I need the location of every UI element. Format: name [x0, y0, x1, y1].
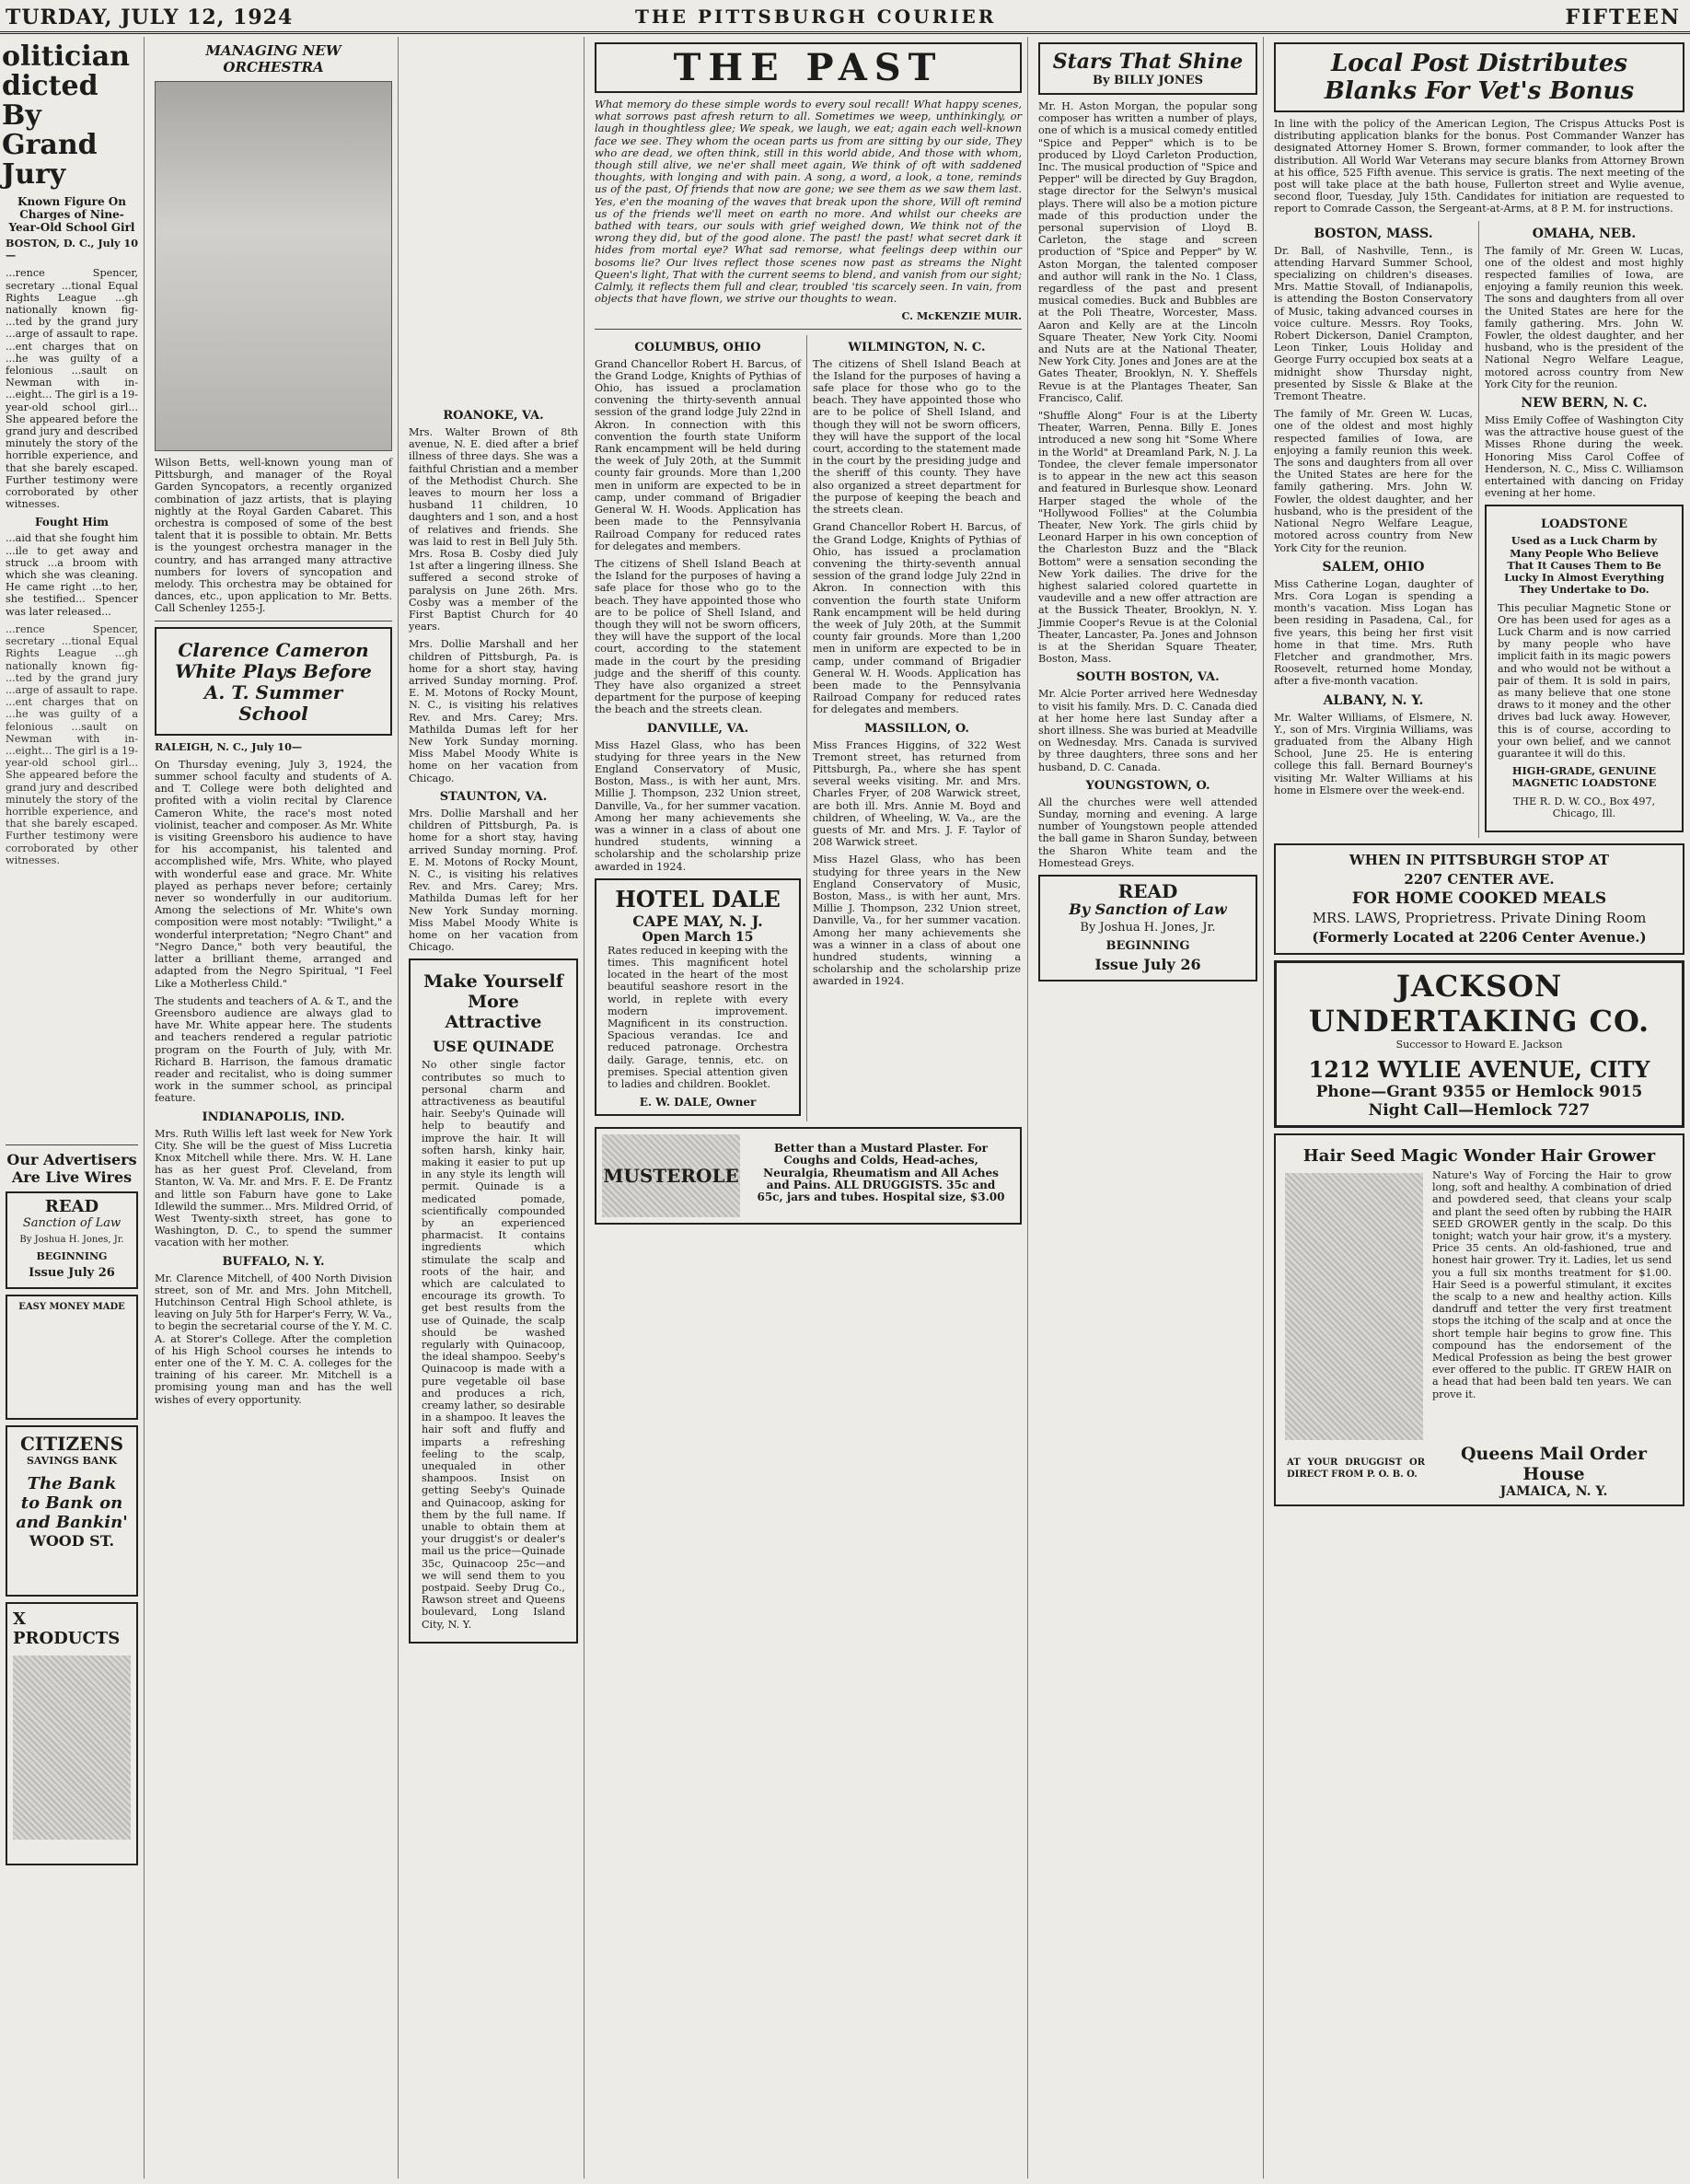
wilmington-head: WILMINGTON, N. C. — [848, 340, 986, 354]
easy-money-ad: EASY MONEY MADE — [6, 1295, 138, 1420]
paper-name: THE PITTSBURGH COURIER — [635, 6, 997, 28]
col4-left — [589, 335, 807, 1122]
massillon-body: Miss Frances Higgins, of 322 West Tremont street, has returned from Pittsburgh, Pa., where she has spent several weeks visiting. Mr. and Mrs. Charles Fryer, of 208 Warwick street, are both ill. Mrs. Annie M. Boyd and children, of Wheeling, W. Va., are the guests of Mr. and Mrs. J. F. Taylor of 208 Warwick street. — [813, 738, 1021, 849]
musterole-ad — [595, 1127, 1022, 1225]
issue-date: TURDAY, JULY 12, 1924 — [6, 6, 294, 29]
massillon-head: MASSILLON, O. — [864, 721, 969, 736]
lodestone-sign: THE R. D. W. CO., Box 497, Chicago, Ill. — [1512, 795, 1656, 819]
lodestone-sub: Used as a Luck Charm by Many People Who Believe That It Causes Them to Be Lucky In Almost Everything They Undertake to Do. — [1504, 534, 1664, 597]
youngstown-head: YOUNGSTOWN, O. — [1085, 778, 1210, 793]
jackson-phone: Phone—Grant 9355 or Hemlock 9015 — [1315, 1082, 1643, 1101]
columbus-body: Grand Chancellor Robert H. Barcus, of the Grand Lodge, Knights of Pythias of Ohio, has issued a proclamation convening the thirty-seventh annual session of the grand lodge July 22nd in Akron. In connection with this convention the fourth state Uniform Rank encampment will be held during the week of July 20th, at the Summit county fair grounds. More than 1,200 men in uniform are expected to be in camp, under command of Brigadier General W. H. Woods. Application has been made to the Pennsylvania Railroad Company for reduced rates for delegates and members. — [595, 357, 801, 552]
massillon-body-cont: Miss Hazel Glass, who has been studying for three years in the New England Conservatory of Music, Boston, Mass., is with her aunt, Mrs. Millie J. Thompson, 232 Union street, Danville, Va., for her summer vacation. Among her many achievements she was a winner in a class of about one hundred students, winning a scholarship and the scholarship prize awarded in 1924. — [813, 854, 1021, 988]
col4-right — [807, 335, 1026, 1122]
politician-subhead: Known Figure On Charges of Nine-Year-Old School Girl — [8, 195, 135, 234]
products-illustration — [13, 1655, 131, 1840]
quinade-body: No other single factor contributes so much to personal charm and attractiveness as beautiful hair. Seeby's Quinade will help to beautify and improve the hair. It will soften harsh, kinky hair, making it easier to put up in any style its length will permit. Quinade is a medicated pomade, scientifically compounded by an experienced pharmacist. It contains ingredients which stimulate the scalp and roots of the hair, and which are calculated to encourage its growth. To get best results from the use of Quinade, the scalp should be washed regularly with Quinacoop, the ideal shampoo. Seeby's Quinacoop is made with a pure vegetable oil base and produces a rich, creamy lather, so desirable in a shampoo. It leaves the hair soft and fluffy and imparts a refreshing feeling to the scalp, unequaled in other shampoos. Insist on getting Seeby's Quinade and Quinacoop, asking for them by the full name. If unable to obtain them at your druggist's or dealer's mail us the price—Quinade 35c, Quinacoop 25c—and we will send them to you postpaid. Seeby Drug Co., Rawson street and Queens boulevard, Long Island City, N. Y. — [422, 1059, 565, 1631]
x-products-ad: X PRODUCTS — [6, 1602, 138, 1865]
indy-body: Mrs. Ruth Willis left last week for New York City. She will be the guest of Miss Lucretia Knox Mitchell while there. Mrs. W. H. Lane has as her guest Prof. Cleveland, from Stanton, W. Va. Mr. and Mrs. F. E. De Frantz and little son Faburn have gone to Lake Idlewild the summer... Mrs. Mildred Orrid, of West Twenty-sixth street, has gone to Washington, D. C., to spend the summer vacation with her mother. — [155, 1127, 392, 1249]
quinade-title: Make Yourself More Attractive — [423, 971, 563, 1033]
jackson-sub: Successor to Howard E. Jackson — [1395, 1038, 1563, 1051]
read-box-left: READ Sanction of Law By Joshua H. Jones, Jr. BEGINNING Issue July 26 — [6, 1191, 138, 1289]
roanoke-body-cont: Mrs. Dollie Marshall and her children of Pittsburgh, Pa. is home for a short stay, having arrived Sunday morning. Prof. E. M. Motons of Rocky Mount, N. C., is visiting his relatives Rev. and Mrs. Carey; Mrs. Mathilda Dumas left for her New York Sunday morning. Miss Mabel Moody White is home on her vacation from Chicago. — [409, 638, 578, 784]
past-title: THE PAST — [673, 46, 943, 89]
column-1 — [0, 37, 145, 2178]
column-5 — [1033, 37, 1264, 2178]
white-body: On Thursday evening, July 3, 1924, the summer school faculty and students of A. and T. College were both delighted and profited with a violin recital by Clarence Cameron White, the race's most noted violinist, teacher and composer. As Mr. White is visiting Greensboro his audience to have for his accompanist, his talented and accomplished wife, Mrs. White, who played with wonderful ease and grace. Mr. White played as perhaps never before; certainly never so wonderfully in our auditorium. Among the selections of Mr. White's own composition were most notably: "Twilight," a wonderful interpretation; "Negro Chant" and "Negro Dance," both very beautiful, the latter a brilliant theme, arranged and adapted from the Negro Spiritual, "I Feel Like a Motherless Child." — [155, 758, 392, 990]
boston-head: BOSTON, MASS. — [1314, 226, 1433, 241]
musterole-logo: MUSTEROLE — [602, 1134, 740, 1217]
column-4 — [589, 37, 1028, 2178]
hair-city: JAMAICA, N. Y. — [1499, 1483, 1608, 1499]
stars-title: Stars That Shine — [1052, 50, 1244, 74]
sboston-body: Mr. Alcie Porter arrived here Wednesday to visit his family. Mrs. D. C. Canada died at her home here last Sunday after a short illness. She was buried at Meadville on Wednesday. Mrs. Canada is survived by three daughters, three sons and her husband, D. C. Canada. — [1038, 688, 1257, 773]
advertisers-head: Our Advertisers Are Live Wires — [6, 1150, 137, 1186]
hotel-title: HOTEL DALE — [615, 885, 781, 912]
hotel-body: Rates reduced in keeping with the times. This magnificent hotel located in the heart of the most beautiful seashore resort in the world, in replete with every modern improvement. Magnificent in its construction. Spacious verandas. Ice and reduced patronage. Orchestra daily. Garage, tennis, etc. on premises. Special attention given to ladies and children. Booklet. — [608, 944, 788, 1091]
boston-body-cont: The family of Mr. Green W. Lucas, one of the oldest and most highly respected families of Iowa, are enjoying a family reunion this week. The sons and daughters from all over the United States are here for the family gathering. Mrs. John W. Fowler, the oldest daughter, and her husband, who is the president of the National Negro Welfare League, motored across country from New York City for the reunion. — [1274, 408, 1473, 554]
column-3 — [403, 37, 585, 2178]
buffalo-head: BUFFALO, N. Y. — [222, 1254, 325, 1269]
sboston-head: SOUTH BOSTON, VA. — [1076, 670, 1220, 685]
white-headline: Clarence Cameron White Plays Before A. T. Summer School — [175, 638, 372, 725]
columbus-body-cont: The citizens of Shell Island Beach at the Island for the purposes of having a safe place for those who go to the beach. They have appointed those who are to be police of Shell Island, and though they will not be sworn officers, they will have the support of the local court, according to the statement made in the court by the presiding judge and the sheriff of this county. They have also organized a street department for the purpose of keeping the beach and the streets clean. — [595, 557, 801, 716]
politician-body: ...rence Spencer, secretary ...tional Equal Rights League ...gh nationally known fig- ...ted by the grand jury ...arge of assault to rape. ...ent charges that on ...he was guilty of a felonious ...sault on Newman with in- ...eight... The girl is a 19-year-old school girl... She appeared before the grand jury and described minutely the story of the horrible experience, and that she barely escaped. Further testimony were corroborated by other witnesses. — [6, 267, 138, 511]
stars-body: Mr. H. Aston Morgan, the popular song composer has written a number of plays, one of which is a musical comedy entitled "Spice and Pepper" which is to be produced by Lloyd Carleton Production, Inc. The musical production of "Spice and Pepper" will be directed by Guy Bragdon, stage director for the Selwyn's musical plays. There will also be a motion picture made of this production under the personal supervision of Lloyd B. Carleton, the stage and screen production of "Spice and Pepper" by W. Aston Morgan, the talented composer and author will rank in the No. 1 Class, regardless of the past and present musical comedies. Buck and Bubbles are at the Poli Theatre, Worcester, Mass. Aaron and Kelly are at the Lincoln Square Theater, New York City. Noomi and Nuts are at the National Theater, New York City. Jones and Jones are at the Gates Theater, Brooklyn, N. Y. Sheffels Revue is at the Plantages Theater, San Francisco, Calif. — [1038, 100, 1257, 404]
orchestra-photo — [155, 81, 392, 451]
wilmington-body-cont: Grand Chancellor Robert H. Barcus, of the Grand Lodge, Knights of Pythias of Ohio, has issued a proclamation convening the thirty-seventh annual session of the grand lodge July 22nd in Akron. In connection with this convention the fourth state Uniform Rank encampment will be held during the week of July 20th, at the Summit county fair grounds. More than 1,200 men in uniform are expected to be in camp, under command of Brigadier General W. H. Woods. Application has been made to the Pennsylvania Railroad Company for reduced rates for delegates and members. — [813, 521, 1021, 716]
jackson-night: Night Call—Hemlock 727 — [1368, 1100, 1591, 1120]
fought-body: ...aid that she fought him ...ile to get away and struck ...a broom with which she was cleaning. He came right ...to her, she testified... Spencer was later released... — [6, 532, 138, 618]
hair-illustration — [1285, 1173, 1423, 1440]
stars-byline: By BILLY JONES — [1092, 74, 1204, 87]
lodestone-body: This peculiar Magnetic Stone or Ore has been used for ages as a Luck Charm and is now carried by many people who have implicit faith in its magic powers and who would not be without a pair of them. It is sold in pairs, as many believe that one stone draws to it money and the other drives bad luck away. However, this is of course, according to your own belief, and we cannot guarantee it will do this. — [1498, 601, 1671, 760]
stars-body-2: "Shuffle Along" Four is at the Liberty Theater, Warren, Penna. Billy E. Jones introduced a new song hit "Some Where in the World" at Dreamland Park, N. J. La Tondee, the clever female impersonator is to appear in the new act this season and featured in Burlesque show. Leonard Harper staged the whole of the "Hollywood Follies" at the Columbia Theater, New York. The girls chiid by Leonard Harper in his own conception of the Charleston Buzz and the "Black Bottom" were a sensation seconding the New York dailies. The drive for the highest salaried colored quartette in vaudeville and a new offer attraction are at the Bussick Theater, Brooklyn, N. Y. Jimmie Cooper's Revue is at the Colonial Theater, Lancaster, Pa. Jones and Johnson is at the Sheridan Square Theater, Boston, Mass. — [1038, 410, 1257, 666]
read-box-right: READ By Sanction of Law By Joshua H. Jones, Jr. BEGINNING Issue July 26 — [1038, 875, 1257, 982]
page-number: FIFTEEN — [1565, 6, 1681, 29]
youngstown-body: All the churches were well attended Sunday, morning and evening. A large number of Youngstown people attended the ball game in Sharon Sunday, between the Sharon White team and the Homestead Greys. — [1038, 796, 1257, 869]
white-dateline: RALEIGH, N. C., July 10— — [155, 739, 303, 753]
salem-head: SALEM, OHIO — [1322, 559, 1425, 575]
orchestra-caption: Wilson Betts, well-known young man of Pittsburgh, and manager of the Royal Garden Syncopators, a recently organized combination of jazz artists, that is playing nightly at the Royal Garden Cabaret. This orchestra is composed of some of the best talent that it is possible to obtain. Mr. Betts is the youngest orchestra manager in the country, and has arranged many attractive numbers for lovers of syncopation and melody. This orchestra may be obtained for dances, etc., upon application to Mr. Betts. Call Schenley 1255-J. — [155, 457, 392, 615]
white-body-2: The students and teachers of A. & T., and the Greensboro audience are always glad to have Mr. White appear here. The students and teachers rendered a regular patriotic program on the Fourth of July, with Mr. Richard B. Harrison, the famous dramatic reader and recitalist, who is doing summer work in the summer school, as principal feature. — [155, 994, 392, 1105]
lodestone-genuine: HIGH-GRADE, GENUINE MAGNETIC LOADSTONE — [1511, 764, 1657, 790]
hotel-open: Open March 15 — [642, 929, 754, 945]
hair-house: Queens Mail Order House — [1460, 1443, 1647, 1484]
newbern-head: NEW BERN, N. C. — [1521, 396, 1648, 412]
hotel-sign: E. W. DALE, Owner — [639, 1096, 757, 1109]
past-poem: What memory do these simple words to every soul recall! What happy scenes, what sorrows past afresh return to all. Sometimes we weep, unthinkingly, or laugh in thoughtless glee; We speak, we laugh, we eat; again each well-known face we see. They whom the ocean parts us from are sitting by our side, They who are dead, we often think, still in this world abide, And those with whom, though still alive, we ne'er shall meet again, We think of oft with saddened thoughts, with longing and with pain. A song, a word, a look, a tone, reminds us of the past, Of friends that now are gone; we see them as we saw them last. Yes, e'en the moaning of the waves that break upon the shore, Will oft remind us of the friends we'll meet on earth no more. And whilst our cheeks are bathed with tears, our souls with grief weighed down, We think not of the wrong they did, but of the good alone. The past! the past! what secret dark it hides from mortal eye? What sad remorse, what feelings deep within our bosoms lie? Our lives reflect those scenes now past as streams the Night Queen's light, That with the current seems to blend, and vanish from our sight; Calmly, it reflects them full and clear, troubled 'tis scarcely seen. In vain, from objects that have flown, we strive our thoughts to wean. — [595, 98, 1022, 306]
laws-ad: WHEN IN PITTSBURGH STOP AT 2207 CENTER AVE. FOR HOME COOKED MEALS MRS. LAWS, Proprietress. Private Dining Room (Formerly Located at 2206 Center Avenue.) — [1274, 843, 1684, 955]
boston-body: Dr. Ball, of Nashville, Tenn., is attending Harvard Summer School, specializing on children's diseases. Mrs. Mattie Stovall, of Indianapolis, is attending the Boston Conservatory of Music, taking advanced courses in voice culture. Messrs. Roy Tooks, Robert Dickerson, Daniel Crampton, Leon Tinker, Louis Holiday and George Furry occupied box seats at a midnight show Thursday night, presented by Sissle & Blake at the Tremont Theatre. — [1274, 244, 1473, 403]
roanoke-head: ROANOKE, VA. — [443, 409, 544, 423]
omaha-body: The family of Mr. Green W. Lucas, one of the oldest and most highly respected families of Iowa, are enjoying a family reunion this week. The sons and daughters from all over the United States are here for the family gathering. Mrs. John W. Fowler, the oldest daughter, and her husband, who is the president of the National Negro Welfare League, motored across country from New York City for the reunion. — [1485, 244, 1684, 390]
lodestone-head: LOADSTONE — [1540, 517, 1627, 532]
citizens-bank-ad: CITIZENS SAVINGS BANK The Bank to Bank on and Bankin' WOOD ST. — [6, 1425, 138, 1597]
albany-head: ALBANY, N. Y. — [1323, 692, 1424, 708]
hair-seed-ad — [1274, 1133, 1684, 1506]
hotel-sub: CAPE MAY, N. J. — [632, 912, 763, 930]
jackson-ad — [1274, 960, 1684, 1128]
orchestra-head: MANAGING NEW ORCHESTRA — [205, 42, 341, 76]
hair-title: Hair Seed Magic Wonder Hair Grower — [1302, 1145, 1656, 1166]
salem-body: Miss Catherine Logan, daughter of Mrs. Cora Logan is spending a month's vacation. Miss Logan has been residing in Pasadena, Cal., for five years, this being her first visit home in that time. Mrs. Ruth Fletcher and grandmother, Mrs. Roosevelt, returned home Monday, after a five-month vacation. — [1274, 577, 1473, 688]
local-post-head: Local Post Distributes Blanks For Vet's Bonus — [1324, 50, 1635, 105]
wilmington-body: The citizens of Shell Island Beach at the Island for the purposes of having a safe place for those who go to the beach. They have appointed those who are to be police of Shell Island, and though they will not be sworn officers, they will have the support of the local court, according to the statement made in the court by the presiding judge and the sheriff of this county. They have also organized a street department for the purpose of keeping the beach and the streets clean. — [813, 357, 1021, 517]
roanoke-body: Mrs. Walter Brown of 8th avenue, N. E. died after a brief illness of three days. She was a faithful Christian and a member of the Methodist Church. She leaves to mourn her loss a husband 11 children, 10 daughters and 1 son, and a host of relatives and friends. She was laid to rest in Bell July 5th. Mrs. Rosa B. Cosby died July 1st after a lingering illness. She suffered a second stroke of paralysis on June 26th. Mrs. Cosby was a member of the First Baptist Church for 40 years. — [409, 426, 578, 633]
column-2 — [149, 37, 399, 2178]
hair-foot: AT YOUR DRUGGIST OR DIRECT FROM P. O. B. O. — [1287, 1457, 1425, 1480]
politician-body-cont: ...rence Spencer, secretary ...tional Equal Rights League ...gh nationally known fig- ...ted by the grand jury ...arge of assault to rape. ...ent charges that on ...he was guilty of a felonious ...sault on Newman with in- ...eight... The girl is a 19-year-old school girl... She appeared before the grand jury and described minutely the story of the horrible experience, and that she barely escaped. Further testimony were corroborated by other witnesses. — [6, 622, 138, 866]
quinade-sub: USE QUINADE — [433, 1038, 554, 1056]
staunton-body: Mrs. Dollie Marshall and her children of Pittsburgh, Pa. is home for a short stay, having arrived Sunday morning. Prof. E. M. Motons of Rocky Mount, N. C., is visiting his relatives Rev. and Mrs. Carey; Mrs. Mathilda Dumas left for her New York Sunday morning. Miss Mabel Moody White is home on her vacation from Chicago. — [409, 807, 578, 954]
column-6 — [1268, 37, 1690, 2178]
politician-headline: olitician dicted By Grand Jury — [2, 41, 130, 191]
omaha-head: OMAHA, NEB. — [1532, 226, 1637, 241]
politician-dateline: BOSTON, D. C., July 10— — [6, 237, 138, 262]
local-post-body: In line with the policy of the American Legion, The Crispus Attucks Post is distributing application blanks for the bonus. Post Commander Wanzer has designated Attorney Homer S. Brown, former commander, to look after the distribution. All World War Veterans may secure blanks from Attorney Brown at his office, 525 Fifth avenue. This service is gratis. The next meeting of the post will take place at the bath house, Fullerton street and Wylie avenue, second floor, Tuesday, July 15th. Candidates for initiation are requested to report to Comrade Casson, the Sergeant-at-Arms, at 8 P. M. for instructions. — [1274, 118, 1684, 215]
fought-head: Fought Him — [34, 516, 110, 529]
albany-body: Mr. Walter Williams, of Elsmere, N. Y., son of Mrs. Virginia Williams, was graduated from the Albany High School, June 25. He is entering college this fall. Bernard Bourney's visiting Mr. Walter Williams at his home in Elsmere over the week-end. — [1274, 711, 1473, 796]
staunton-head: STAUNTON, VA. — [439, 789, 548, 804]
jackson-addr: 1212 WYLIE AVENUE, CITY — [1308, 1055, 1650, 1083]
buffalo-body: Mr. Clarence Mitchell, of 400 North Division street, son of Mr. and Mrs. John Mitchell, Hutchinson Central High School athlete, is leaving on July 5th for Harper's Ferry, W. Va., to begin the secretarial course of the Y. M. C. A. at Storer's College. After the completion of his High School courses he intends to enter one of the Y. M. C. A. colleges for the training of his career. Mr. Mitchell is a promising young man and has the well wishes of every opportunity. — [155, 1272, 392, 1406]
past-author: C. McKENZIE MUIR. — [901, 309, 1022, 323]
jackson-title: JACKSON UNDERTAKING CO. — [1308, 968, 1650, 1039]
danville-head: DANVILLE, VA. — [646, 721, 749, 736]
danville-body: Miss Hazel Glass, who has been studying for three years in the New England Conservatory of Music, Boston, Mass., is with her aunt, Mrs. Millie J. Thompson, 232 Union street, Danville, Va., for her summer vacation. Among her many achievements she was a winner in a class of about one hundred students, winning a scholarship and the scholarship prize awarded in 1924. — [595, 738, 801, 873]
newbern-body: Miss Emily Coffee of Washington City was the attractive house guest of the Misses Rhone during the week. Honoring Miss Carol Coffee of Henderson, N. C., Miss C. Williamson entertained with dancing on Friday evening at her home. — [1485, 414, 1684, 500]
masthead — [0, 0, 1690, 34]
musterole-body: Better than a Mustard Plaster. For Coughs and Colds, Head-aches, Neuralgia, Rheumatism and All Aches and Pains. ALL DRUGGISTS. 35c and 65c, jars and tubes. Hospital size, $3.00 — [757, 1142, 1005, 1204]
hair-body: Nature's Way of Forcing the Hair to grow long, soft and healthy. A combination of dried and powdered seed, that cleans your scalp and plant the seed often by rubbing the HAIR SEED GROWER gently in the scalp. Do this tonight; watch your hair grow, it's a mystery. Price 35 cents. An old-fashioned, true and honest hair grower. Try it. Ladies, let us send you a full six months treatment for $1.00. Hair Seed is a powerful stimulant, it excites the scalp to a new and healthy action. Kills dandruff and tetter the very first treatment stops the itching of the scalp and at once the short temple hair begins to grow fine. This compound has the endorsement of the Medical Profession as being the best grower ever offered to the public. IT GREW HAIR on a head that had been bald ten years. We can prove it. — [1432, 1168, 1672, 1400]
columbus-head: COLUMBUS, OHIO — [634, 340, 761, 354]
indy-head: INDIANAPOLIS, IND. — [202, 1109, 345, 1124]
